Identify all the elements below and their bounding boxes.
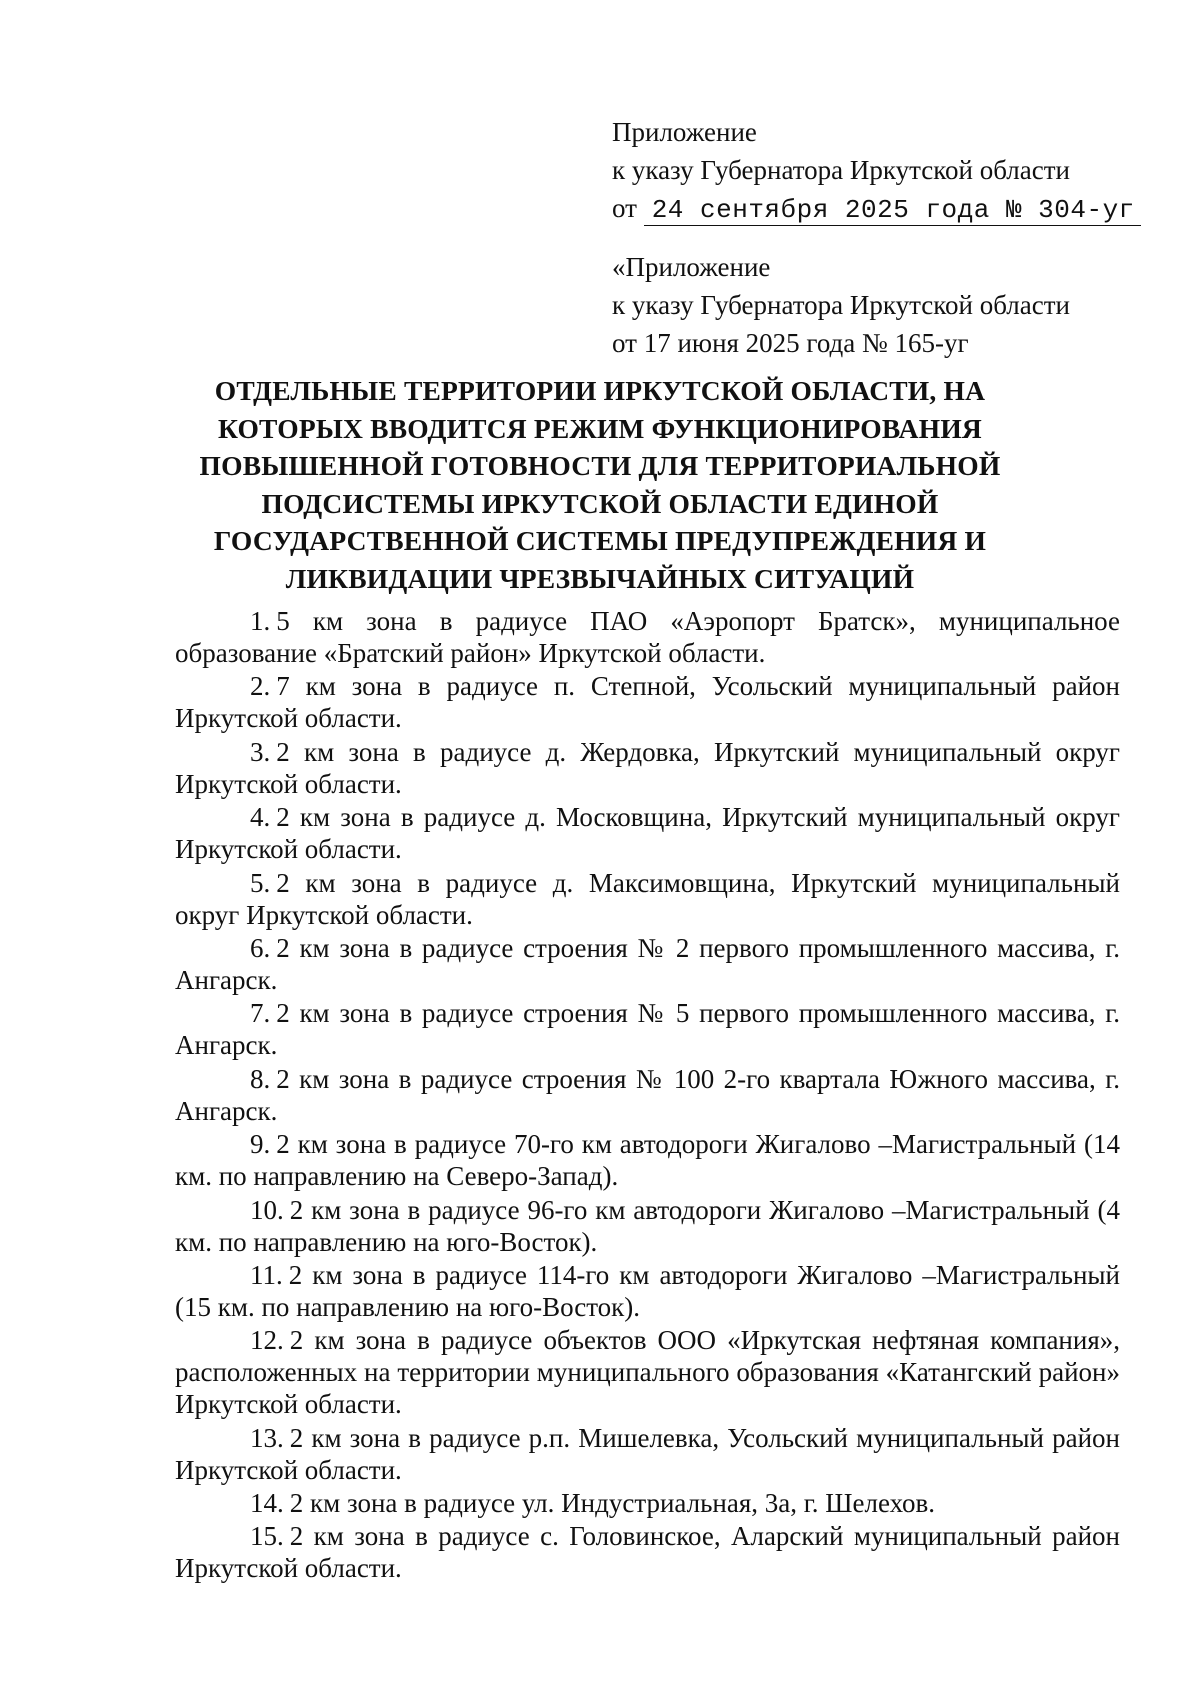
list-item <box>175 1520 1120 1584</box>
item-text: 7 км зона в радиусе п. Степной, Усольский муниципальный район Иркутской области. <box>175 671 1120 734</box>
item-text: 2 км зона в радиусе строения № 100 2-го квартала Южного массива, г. Ангарск. <box>175 1063 1120 1126</box>
list-item <box>175 670 1120 734</box>
item-text: 2 км зона в радиусе ул. Индустриальная, 3а, г. Шелехов. <box>289 1488 936 1519</box>
item-text: 5 км зона в радиусе ПАО «Аэропорт Братск», муниципальное образование «Братский район» Иркутской области. <box>175 606 1120 668</box>
date-prefix: от <box>612 193 637 223</box>
title-line: ПОВЫШЕННОЙ ГОТОВНОСТИ ДЛЯ ТЕРРИТОРИАЛЬНОЙ <box>199 450 1001 481</box>
territory-list <box>175 605 1120 1586</box>
list-item <box>175 1422 1120 1486</box>
item-number: 12. <box>250 1325 284 1356</box>
appendix-decree-reference: к указу Губернатора Иркутской области <box>612 155 1070 185</box>
appendix-label: Приложение <box>612 117 757 147</box>
title-line: ОТДЕЛЬНЫЕ ТЕРРИТОРИИ ИРКУТСКОЙ ОБЛАСТИ, НА <box>214 375 986 406</box>
item-text: 2 км зона в радиусе строения № 5 первого промышленного массива, г. Ангарск. <box>175 998 1120 1061</box>
item-text: 2 км зона в радиусе строения № 2 первого промышленного массива, г. Ангарск. <box>175 932 1120 995</box>
document-title <box>160 372 1040 597</box>
list-item <box>175 867 1120 931</box>
original-appendix-label: «Приложение <box>612 252 771 282</box>
item-number: 6. <box>250 932 271 963</box>
title-line: ПОДСИСТЕМЫ ИРКУТСКОЙ ОБЛАСТИ ЕДИНОЙ <box>261 487 939 519</box>
item-number: 1. <box>250 606 271 636</box>
item-number: 13. <box>250 1422 284 1453</box>
item-text: 2 км зона в радиусе р.п. Мишелевка, Усольский муниципальный район Иркутской области. <box>175 1422 1120 1485</box>
decree-date-number: 24 сентября 2025 года № 304-уг <box>644 195 1141 226</box>
list-item <box>175 801 1120 865</box>
list-item <box>175 1194 1120 1258</box>
list-item <box>175 736 1120 800</box>
item-number: 4. <box>250 802 271 833</box>
list-item <box>175 1063 1120 1127</box>
title-line: ЛИКВИДАЦИИ ЧРЕЗВЫЧАЙНЫХ СИТУАЦИЙ <box>285 562 915 594</box>
item-number: 14. <box>250 1488 284 1519</box>
list-item <box>175 1324 1120 1420</box>
item-number: 5. <box>250 867 271 898</box>
item-text: 2 км зона в радиусе 96-го км автодороги Жигалово –Магистральный (4 км. по направлению на юго-Восток). <box>175 1194 1120 1257</box>
list-item <box>175 1259 1120 1323</box>
item-number: 7. <box>250 998 271 1029</box>
title-line: ГОСУДАРСТВЕННОЙ СИСТЕМЫ ПРЕДУПРЕЖДЕНИЯ И <box>213 525 987 556</box>
list-item <box>175 605 1120 669</box>
appendix-header-current <box>612 113 1141 227</box>
list-item <box>175 997 1120 1061</box>
item-text: 2 км зона в радиусе д. Жердовка, Иркутский муниципальный округ Иркутской области. <box>175 736 1120 799</box>
item-text: 2 км зона в радиусе д. Максимовщина, Иркутский муниципальный округ Иркутской области. <box>175 867 1120 930</box>
item-number: 9. <box>250 1129 271 1160</box>
list-item <box>175 1128 1120 1192</box>
appendix-date-line <box>612 189 1141 227</box>
item-text: 2 км зона в радиусе 70-го км автодороги Жигалово –Магистральный (14 км. по направлению на Северо-Запад). <box>175 1129 1120 1192</box>
item-text: 2 км зона в радиусе 114-го км автодороги Жигалово –Магистральный (15 км. по направлению на юго-Восток). <box>175 1259 1120 1322</box>
original-decree-reference: к указу Губернатора Иркутской области <box>612 290 1070 320</box>
item-text: 2 км зона в радиусе д. Московщина, Иркутский муниципальный округ Иркутской области. <box>175 802 1120 865</box>
appendix-header-original <box>612 248 1070 362</box>
title-line: КОТОРЫХ ВВОДИТСЯ РЕЖИМ ФУНКЦИОНИРОВАНИЯ <box>218 412 982 444</box>
item-number: 10. <box>250 1194 284 1225</box>
item-number: 8. <box>250 1063 271 1094</box>
item-number: 11. <box>250 1259 283 1290</box>
item-number: 15. <box>250 1521 284 1552</box>
item-number: 2. <box>250 671 271 702</box>
item-text: 2 км зона в радиусе объектов ООО «Иркутская нефтяная компания», расположенных на территории муниципального образования «Катангский район» Иркутской области. <box>175 1325 1120 1420</box>
list-item <box>175 932 1120 996</box>
list-item <box>175 1487 1120 1519</box>
original-decree-date: от 17 июня 2025 года № 165-уг <box>612 328 969 358</box>
item-text: 2 км зона в радиусе с. Головинское, Аларский муниципальный район Иркутской области. <box>175 1521 1120 1584</box>
item-number: 3. <box>250 736 271 767</box>
